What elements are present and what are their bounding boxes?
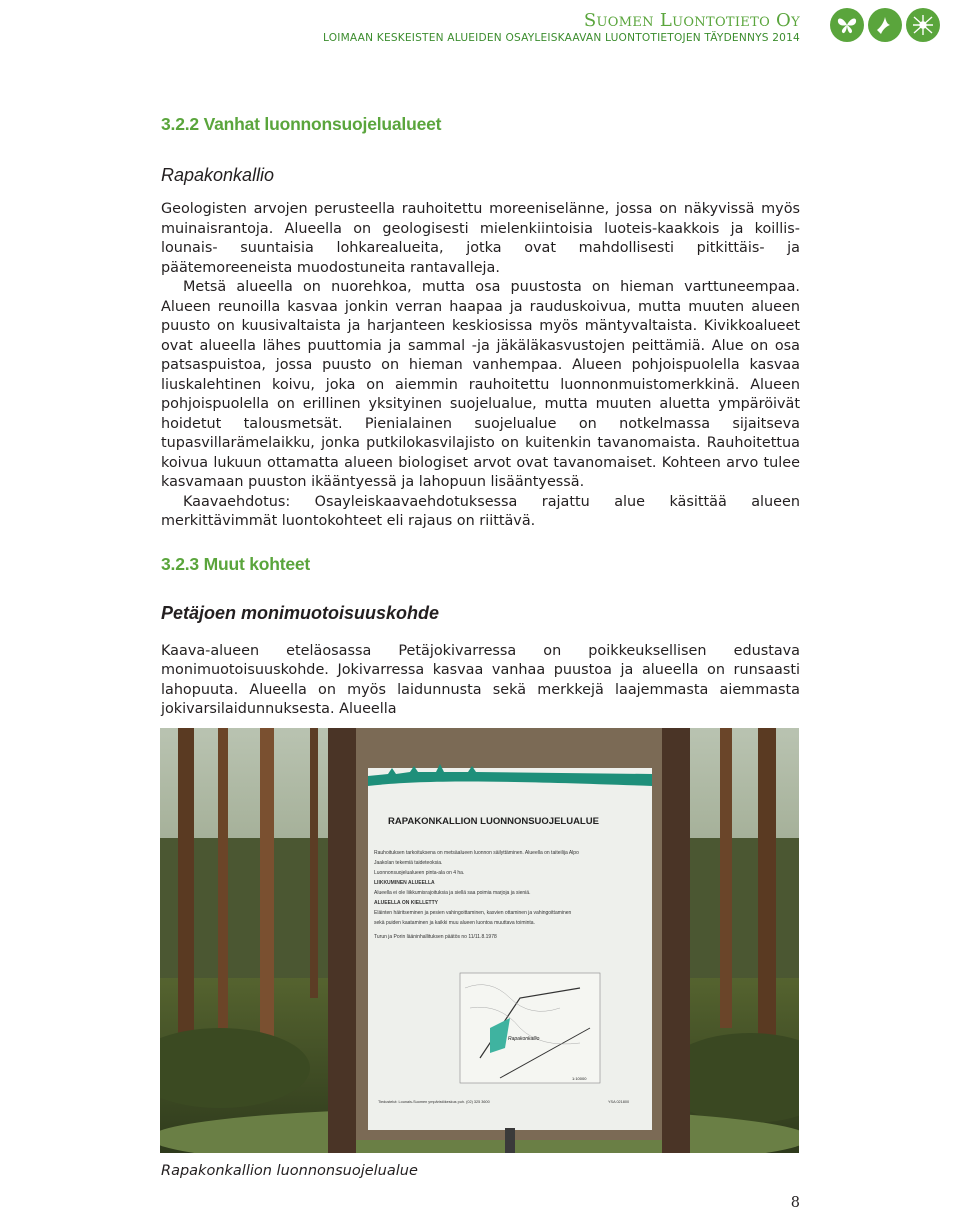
sign-text [374,848,644,942]
paragraph: Kaava-alueen eteläosassa Petäjokivarressa on poikkeuksellisen edustava monimuotoisuuskohde. Jokivarressa kasvaa vanhaa puustoa ja alueella on runsaasti lahopuuta. Alueella on myös laidunnusta sekä merkkejä laajemmasta aiemmasta jokivarsilaidunnuksesta. Alueella [161,642,800,717]
bird-icon [868,8,902,42]
sign-footer-left: Tiedustelut: Lounais-Suomen ympäristökeskus puh. (02) 325 3600 [378,1100,490,1104]
section-heading-322: 3.2.2 Vanhat luonnonsuojelualueet [161,114,442,134]
sign-line: sekä puiden kaataminen ja kaikki muu alueen luontoa muuttava toiminta. [374,920,535,926]
paragraph: Metsä alueella on nuorehkoa, mutta osa puustosta on hieman varttuneempaa. Alueen reunoilla kasvaa jonkin verran haapaa ja rauduskoivua, mutta muuten alueen puusto on kuusivaltaista ja harjanteen keskiosissa myös mäntyvaltaista. Kivikkoalueet ovat alueella lähes puuttomia ja sammal -ja jäkäläkasvustojen peittämiä. Alue on osa patsaspuistoa, jossa puusto on hieman vanhempaa. Alueen pohjoispuolella kasvaa liuskalehtinen koivu, joka on aiemmin rauhoitettu luonnonmuistomerkkinä. Alueen pohjoispuolella on erillinen yksityinen suojelualue, mutta muuten aluetta ympäröivät hoidetut talousmetsät. Pienialainen suojelualue on notkelmassa sijaitseva tupasvillarämelaikku, jonka putkilokasvilajisto on kuitenkin tavanomaista. Rauhoitettua koivua lukuun ottamatta alueen biologiset arvot ovat tavanomaiset. Kohteen arvo tulee kasvamaan puuston ikääntyessä ja lahopuun lisääntyessä. [161,279,800,490]
sign-line: Turun ja Porin lääninhallituksen päätös no 11/11.8.1978 [374,934,497,940]
sign-line: Luonnonsuojelualueen pinta-ala on 4 ha. [374,870,465,876]
photo-caption: Rapakonkallion luonnonsuojelualue [161,1163,418,1179]
photo-rapakonkallio-sign [160,728,799,1153]
butterfly-icon [830,8,864,42]
sign-line: ALUEELLA ON KIELLETTY [374,900,438,906]
sign-map-scale: 1:10000 [572,1076,587,1081]
header-company: Suomen Luontotieto Oy [583,10,800,31]
sign-line: Rauhoituksen tarkoituksena on metsäalueen luonnon säilyttäminen. Alueella on taiteilija Alpo [374,850,579,856]
sign-footer-right: YSA 021800 [608,1100,630,1104]
main-content [161,110,800,720]
paragraph: Geologisten arvojen perusteella rauhoitettu moreeniselänne, jossa on näkyvissä myös muinaisrantoja. Alueella on geologisesti mielenkiintoisia luoteis-kaakkois ja koillis-lounais- suuntaisia lohkarealueita, jotka ovat mahdollisesti pitkittäis- ja päätemoreeneista muodostuneita rantavalleja. [161,201,800,276]
sign-line: Eläinten häiritseminen ja pesien vahingoittaminen, kasvien ottaminen ja vahingoittaminen [374,910,572,916]
sign-line: LIIKKUMINEN ALUEELLA [374,880,435,886]
page-number: 8 [790,1195,800,1211]
header-report-title: LOIMAAN KESKEISTEN ALUEIDEN OSAYLEISKAAVAN LUONTOTIETOJEN TÄYDENNYS 2014 [322,32,800,44]
sign-line: Alueella ei ole liikkumisrajoituksia ja siellä saa poimia marjoja ja sieniä. [374,890,531,896]
sign-map-label: Rapakonkallio [508,1036,540,1042]
spider-icon [906,8,940,42]
site-title-petajoki: Petäjoen monimuotoisuuskohde [161,602,440,623]
section-heading-323: 3.2.3 Muut kohteet [161,553,311,574]
paragraph: Kaavaehdotus: Osayleiskaavaehdotuksessa rajattu alue käsittää alueen merkittävimmät luontokohteet eli rajaus on riittävä. [161,493,800,529]
header-logos [830,8,940,42]
sign-title: RAPAKONKALLION LUONNONSUOJELUALUE [388,816,599,827]
sign-line: Jaakolan tekemiä taideteoksia. [374,860,443,866]
site-title-rapakonkallio: Rapakonkallio [161,165,275,185]
